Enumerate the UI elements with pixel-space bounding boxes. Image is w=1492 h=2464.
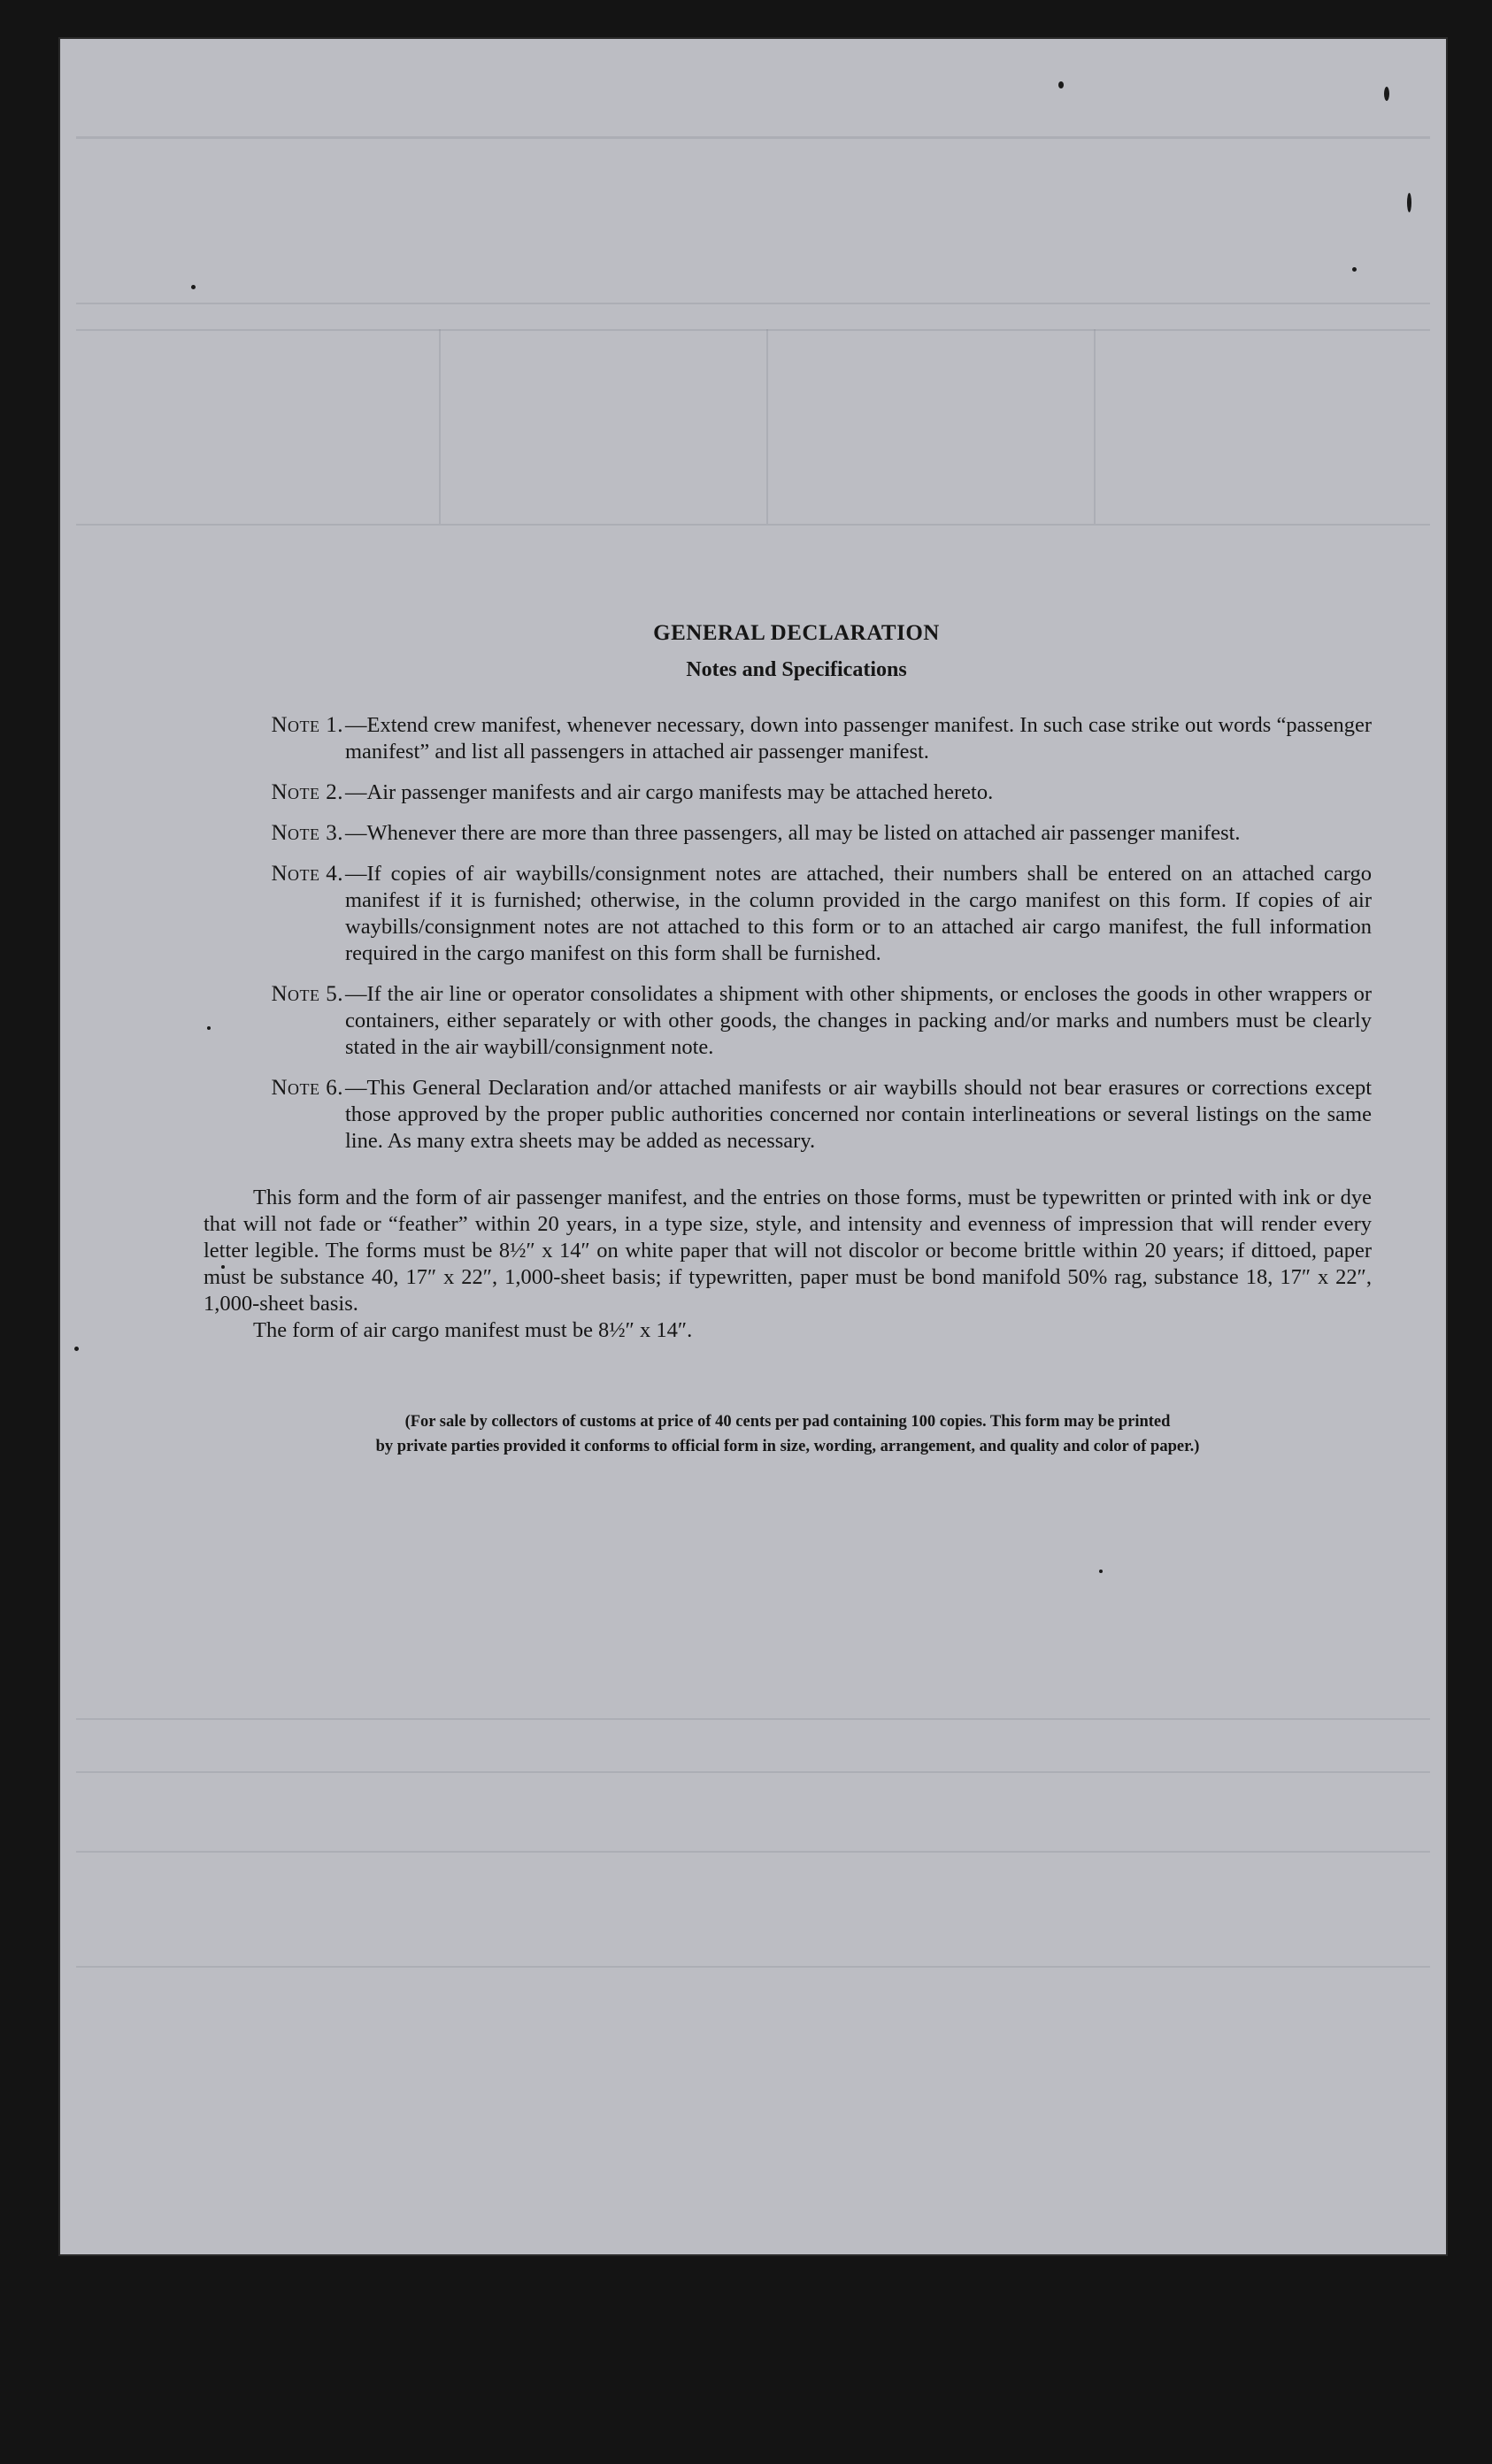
note-5	[204, 981, 1372, 1061]
bleed-through-rule	[76, 1718, 1430, 1720]
declaration-notes	[204, 621, 1372, 1459]
bleed-through-rule	[76, 136, 1430, 139]
document-subtitle: Notes and Specifications	[686, 658, 907, 681]
note-text: —Air passenger manifests and air cargo manifests may be attached hereto.	[345, 780, 994, 804]
sale-notice-line-2: by private parties provided it conforms to official form in size, wording, arrangement, and quality and color of paper.)	[375, 1438, 1200, 1455]
note-label: Note 1.	[271, 713, 343, 737]
cargo-manifest-size-line: The form of air cargo manifest must be 8½″ x 14″.	[253, 1318, 693, 1342]
bleed-through-rule	[76, 329, 1430, 331]
note-1	[204, 712, 1372, 765]
dust-speck	[1058, 81, 1064, 88]
dust-speck	[191, 285, 196, 289]
bleed-through-rule	[1094, 329, 1096, 524]
note-text: —This General Declaration and/or attached manifests or air waybills should not bear erasures or corrections except those approved by the proper public authorities concerned nor contain interlineations or several listings on the same line. As many extra sheets may be added as necessary.	[345, 1076, 1372, 1153]
note-text: —Extend crew manifest, whenever necessary, down into passenger manifest. In such case strike out words “passenger manifest” and list all passengers in attached air passenger manifest.	[345, 713, 1372, 764]
note-label: Note 6.	[271, 1076, 343, 1100]
note-text: —If the air line or operator consolidates a shipment with other shipments, or encloses the goods in other wrappers or containers, either separately or with other goods, the changes in packing and/or marks and numbers must be clearly stated in the air waybill/consignment note.	[345, 982, 1372, 1059]
dust-speck	[74, 1347, 79, 1351]
note-label: Note 2.	[271, 780, 343, 804]
dust-speck	[1384, 87, 1389, 101]
sale-notice	[204, 1409, 1372, 1459]
bleed-through-rule	[76, 1851, 1430, 1853]
document-page	[58, 37, 1448, 2256]
note-label: Note 3.	[271, 821, 343, 845]
note-text: —If copies of air waybills/consignment notes are attached, their numbers shall be entered on an attached cargo manifest if it is furnished; otherwise, in the column provided in the cargo manifest on this form. If copies of air waybills/consignment notes are not attached to this form or to an attached air cargo manifest, the full information required in the cargo manifest on this form shall be furnished.	[345, 862, 1372, 965]
note-6	[204, 1075, 1372, 1155]
sale-notice-line-1: (For sale by collectors of customs at price of 40 cents per pad containing 100 copies. This form may be printed	[404, 1413, 1171, 1431]
bleed-through-rule	[766, 329, 768, 524]
note-label: Note 4.	[271, 862, 343, 886]
bleed-through-rule	[76, 524, 1430, 526]
bleed-through-rule	[76, 303, 1430, 304]
dust-speck	[1352, 267, 1357, 272]
document-title: GENERAL DECLARATION	[653, 621, 940, 645]
dust-speck	[1407, 193, 1411, 212]
note-label: Note 5.	[271, 982, 343, 1006]
dust-speck	[1099, 1570, 1103, 1573]
note-text: —Whenever there are more than three passengers, all may be listed on attached air passenger manifest.	[345, 821, 1241, 845]
note-4	[204, 861, 1372, 967]
bleed-through-rule	[439, 329, 441, 524]
bleed-through-rule	[76, 1771, 1430, 1773]
note-3	[204, 820, 1372, 847]
note-2	[204, 779, 1372, 806]
form-specification-paragraph: This form and the form of air passenger manifest, and the entries on those forms, must be typewritten or printed with ink or dye that will not fade or “feather” within 20 years, in a type size, style, and intensity and evenness of impression that will render every letter legible. The forms must be 8½″ x 14″ on white paper that will not discolor or become brittle within 20 years; if dittoed, paper must be substance 40, 17″ x 22″, 1,000-sheet basis; if typewritten, paper must be bond manifold 50% rag, substance 18, 17″ x 22″, 1,000-sheet basis.	[204, 1186, 1372, 1316]
bleed-through-rule	[76, 1966, 1430, 1968]
